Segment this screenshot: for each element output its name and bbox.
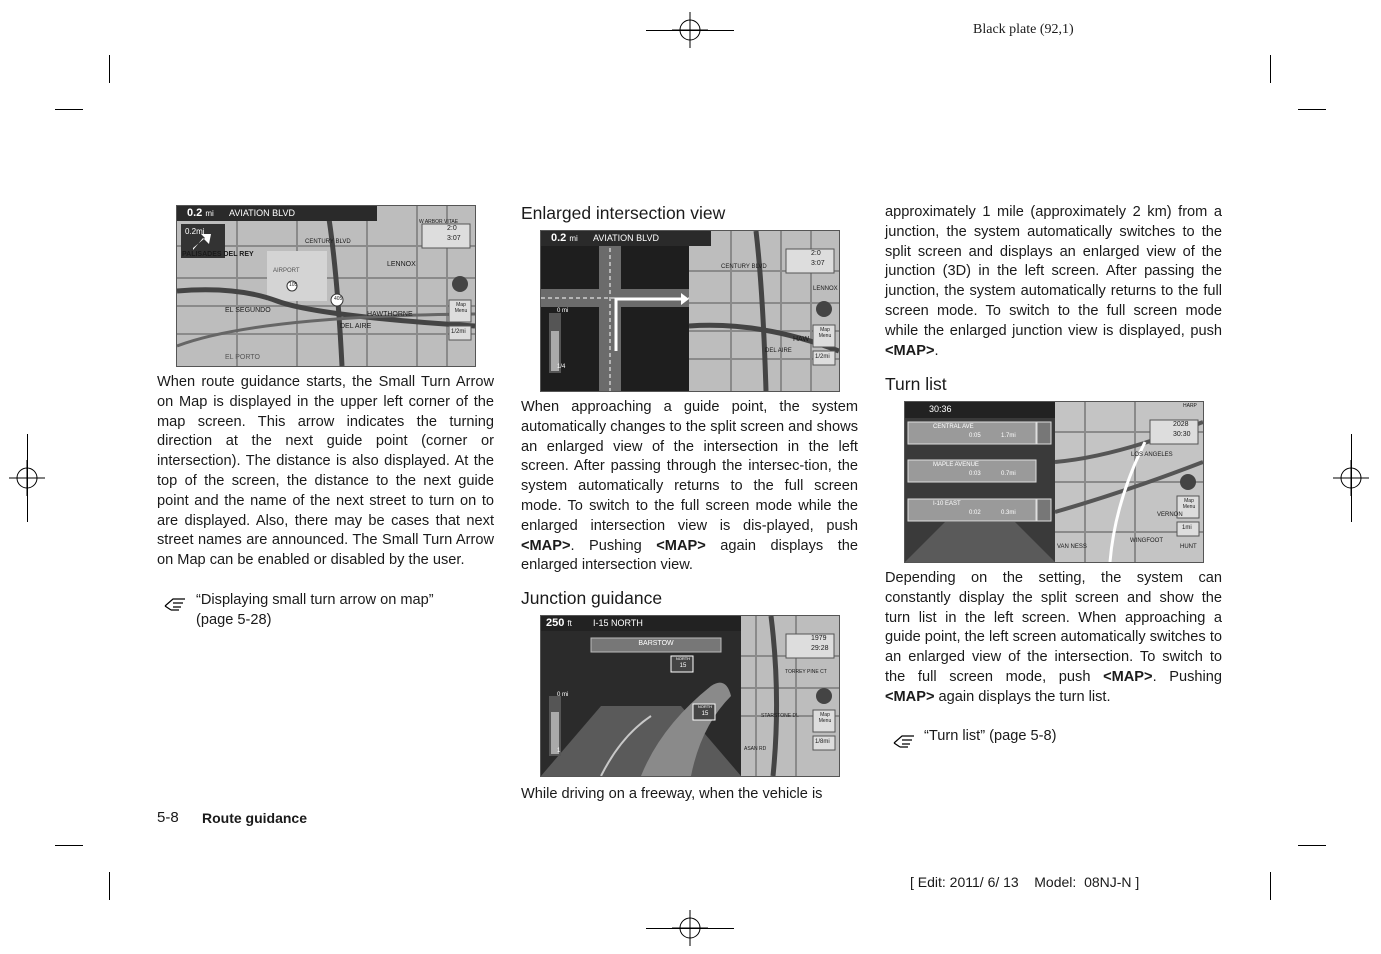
- map-label: DEL AIRE: [340, 323, 372, 330]
- reference-hand-icon: [163, 594, 189, 612]
- map-label: DEL AIRE: [765, 348, 792, 354]
- shield-direction: NORTH: [675, 656, 691, 661]
- turn-distance: 1.7mi: [1001, 433, 1016, 439]
- time-box-line: 1979: [811, 635, 827, 642]
- section-title: Route guidance: [202, 810, 308, 826]
- time-box-line: 29:28: [811, 645, 829, 652]
- crop-mark: [109, 872, 110, 900]
- street-name: AVIATION BLVD: [593, 233, 660, 243]
- map-label: CENTURY BLVD: [721, 264, 767, 270]
- street-name: I-15 NORTH: [593, 618, 643, 628]
- reference-link-small-turn-arrow[interactable]: [196, 591, 434, 631]
- bar-top-label: 0 mi: [557, 308, 569, 314]
- turn-list-paragraph: Depending on the setting, the system can constantly display the split screen and show the turn list in the left screen. When approaching a guide point, the left screen automatically switches to an enlarged view of the intersection. To switch to the full screen mode, push <MAP>. Pushing <MAP> again displays the turn list.: [885, 570, 1222, 705]
- scale-label: 1/8mi: [815, 739, 830, 745]
- map-label: PALISADES DEL REY: [182, 251, 254, 258]
- map-label: VAN NESS: [1057, 544, 1087, 550]
- bar-bottom-label: 1/4: [557, 364, 566, 370]
- turn-time: 0:05: [969, 433, 981, 439]
- arrow-distance: 0.2mi: [185, 227, 205, 236]
- map-menu-button: Map Menu: [818, 327, 832, 339]
- crop-mark: [1270, 872, 1271, 900]
- map-label: WINGFOOT: [1130, 538, 1163, 544]
- crop-mark: [55, 845, 83, 846]
- map-screen-junction-guidance: [540, 615, 840, 777]
- reference-link-turn-list[interactable]: “Turn list” (page 5-8): [924, 728, 1057, 744]
- column-2-text-1: [521, 398, 858, 576]
- time-box-line: 3:07: [447, 235, 461, 242]
- map-screen-small-turn-arrow: [176, 205, 476, 367]
- map-menu-button: Map Menu: [818, 712, 832, 724]
- junction-continued-paragraph: approximately 1 mile (approximately 2 km) from a junction, the system automatically switches to the split screen and displays an enlarged view of the junction (3D) in the left screen. After passing the junction, the system automatically returns to the full screen mode. To switch to the full screen mode while the enlarged junction view is displayed, push <MAP>.: [885, 204, 1222, 359]
- crop-mark: [55, 109, 83, 110]
- freeway-sign: BARSTOW: [638, 640, 674, 647]
- plate-label: Black plate (92,1): [973, 22, 1074, 37]
- time-box-line: 30:30: [1173, 431, 1191, 438]
- map-label: ASAN RD: [744, 746, 767, 752]
- reference-hand-icon: [892, 731, 918, 749]
- crop-mark: [646, 928, 734, 929]
- bar-top-label: 0 mi: [557, 692, 569, 698]
- turn-distance: 0.7mi: [1001, 471, 1016, 477]
- reference-text: “Displaying small turn arrow on map”: [196, 592, 434, 608]
- map-label: HAW: [793, 336, 810, 343]
- time-box-line: 2:0: [811, 250, 821, 257]
- map-screen-enlarged-intersection: [540, 230, 840, 392]
- map-label: AIRPORT: [273, 268, 300, 274]
- distance-value: 0.2 mi: [187, 207, 214, 219]
- small-turn-arrow-paragraph: When route guidance starts, the Small Turn Arrow on Map is displayed in the upper left corner of the map screen. This arrow indicates the turning direction at the next guide point (corner or intersection). The distance is also displayed. At the top of the screen, the distance to the next guide point and the name of the next street to turn on to are displayed. Also, there may be cases that next street names are announced. The Small Turn Arrow on Map can be enabled or disabled by the user.: [157, 374, 494, 569]
- bar-bottom-label: 1: [557, 748, 561, 754]
- map-label: HUNT: [1180, 544, 1197, 550]
- column-3-text-2: [885, 569, 1222, 708]
- crop-mark: [1270, 55, 1271, 83]
- heading-enlarged-intersection-view: Enlarged intersection view: [521, 203, 726, 223]
- turn-distance: 0.3mi: [1001, 510, 1016, 516]
- column-1-text: [157, 373, 494, 571]
- time-box-line: 2:0: [447, 225, 457, 232]
- turn-street: CENTRAL AVE: [933, 424, 974, 430]
- time-box-line: 2028: [1173, 421, 1189, 428]
- map-label: EL SEGUNDO: [225, 307, 271, 314]
- shield-direction: NORTH: [697, 704, 713, 709]
- turn-street: MAPLE AVENUE: [933, 462, 979, 468]
- map-label: W ARBOR VITAE: [419, 219, 459, 225]
- crop-mark: [646, 30, 734, 31]
- distance-value: 0.2 mi: [551, 232, 578, 244]
- road-shield: 105: [289, 282, 298, 288]
- distance-value: 250 ft: [546, 617, 572, 629]
- map-label: LOS ANGELES: [1131, 452, 1173, 458]
- crop-mark: [27, 434, 28, 522]
- clock-display: 30:36: [929, 404, 952, 414]
- column-2-text-2: [521, 785, 858, 805]
- scale-label: 1/2mi: [815, 354, 830, 360]
- map-label: HAWTHORNE: [367, 311, 413, 318]
- time-box-line: 3:07: [811, 260, 825, 267]
- map-menu-button: Map Menu: [454, 302, 468, 314]
- map-label: CENTURY BLVD: [305, 239, 351, 245]
- street-name: AVIATION BLVD: [229, 208, 296, 218]
- crop-mark: [109, 55, 110, 83]
- turn-street: I-10 EAST: [933, 501, 961, 507]
- enlarged-intersection-paragraph: When approaching a guide point, the system automatically changes to the split screen and shows an enlarged view of the intersection in the left screen. After passing through the intersec-tion, the system automatically returns to the full screen mode. To switch to the full screen mode while the enlarged intersection view is dis-played, push <MAP>. Pushing <MAP> again displays the enlarged intersection view.: [521, 399, 858, 574]
- heading-junction-guidance: Junction guidance: [521, 588, 663, 608]
- edit-info: [ Edit: 2011/ 6/ 13 Model: 08NJ-N ]: [910, 874, 1140, 890]
- junction-guidance-paragraph: While driving on a freeway, when the vehicle is: [521, 786, 823, 802]
- turn-time: 0:02: [969, 510, 981, 516]
- map-label: LENNOX: [387, 261, 416, 268]
- heading-turn-list: Turn list: [885, 374, 947, 394]
- map-label: TORREY PINE CT: [785, 669, 827, 675]
- reference-page: (page 5-28): [196, 611, 272, 628]
- map-screen-turn-list: [904, 401, 1204, 563]
- column-3-text-1: [885, 203, 1222, 361]
- map-label: STARSTONE DL: [761, 713, 799, 719]
- crop-mark: [1298, 845, 1326, 846]
- crop-mark: [1298, 109, 1326, 110]
- map-label: EL PORTO: [225, 354, 260, 361]
- shield-number: 15: [679, 663, 687, 669]
- crop-mark: [1351, 434, 1352, 522]
- turn-time: 0:03: [969, 471, 981, 477]
- map-menu-button: Map Menu: [1182, 498, 1196, 510]
- map-label: VERNON: [1157, 512, 1183, 518]
- road-shield: 405: [334, 296, 343, 302]
- shield-number: 15: [701, 711, 709, 717]
- page-number: 5-8: [157, 809, 179, 826]
- map-label: HARP: [1183, 403, 1197, 409]
- scale-label: 1/2mi: [451, 329, 466, 335]
- map-label: LENNOX: [813, 286, 838, 292]
- scale-label: 1mi: [1182, 525, 1192, 531]
